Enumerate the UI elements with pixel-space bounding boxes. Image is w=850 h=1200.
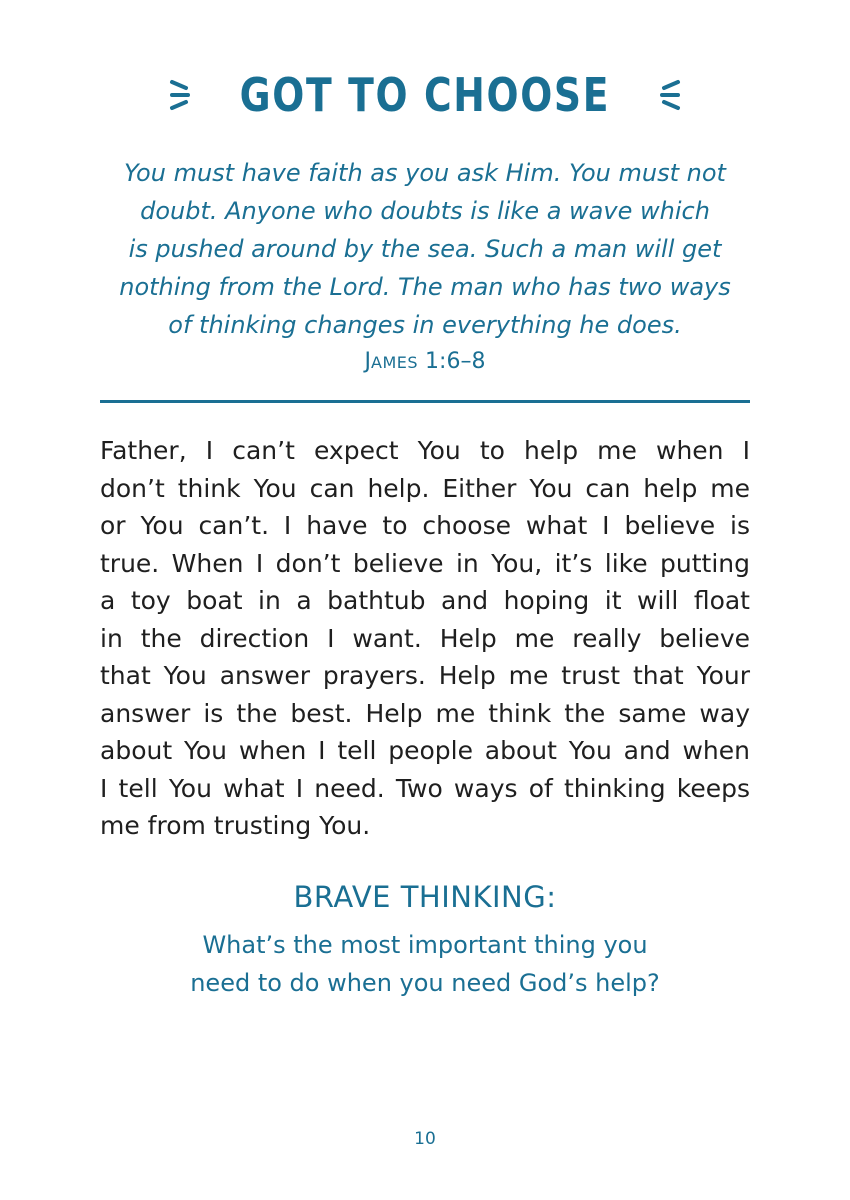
- verse-line: doubt. Anyone who doubts is like a wave which: [140, 197, 710, 225]
- verse-line: nothing from the Lord. The man who has two ways: [119, 273, 731, 301]
- verse-line: of thinking changes in everything he does.: [168, 311, 682, 339]
- verse-line: is pushed around by the sea. Such a man will get: [128, 235, 722, 263]
- section-divider: [100, 400, 750, 403]
- prayer-line: or You can’t. I have to choose what I believe is: [100, 511, 750, 540]
- reference-book-initial: J: [364, 349, 372, 374]
- prayer-line: Father, I can’t expect You to help me when I: [100, 436, 750, 465]
- prayer-line: don’t think You can help. Either You can help me: [100, 473, 750, 503]
- burst-lines-icon: [657, 72, 683, 118]
- prayer-line: in the direction I want. Help me really believe: [100, 623, 750, 653]
- reference-chapter-verse: 1:6–8: [425, 349, 486, 374]
- brave-thinking-question: [0, 926, 850, 1002]
- verse-line: You must have faith as you ask Him. You must not: [124, 159, 726, 187]
- scripture-verse: [95, 154, 755, 344]
- reference-book: [365, 349, 419, 374]
- prayer-line: I tell You what I need. Two ways of thinking keeps: [100, 773, 750, 803]
- prayer-line: about You when I tell people about You and when: [100, 736, 750, 765]
- prayer-line: a toy boat in a bathtub and hoping it will float: [100, 586, 750, 615]
- prayer-line: me from trusting You.: [100, 811, 371, 840]
- prayer-line: that You answer prayers. Help me trust that Your: [100, 661, 750, 690]
- reference-book-rest: AMES: [371, 353, 419, 372]
- page-title: GOT TO CHOOSE: [239, 68, 611, 122]
- brave-thinking-heading: BRAVE THINKING:: [293, 880, 557, 914]
- burst-lines-icon: [167, 72, 193, 118]
- title-row: [0, 68, 850, 122]
- question-line: What’s the most important thing you: [202, 931, 648, 959]
- question-line: need to do when you need God’s help?: [190, 969, 660, 997]
- scripture-reference: [0, 349, 850, 374]
- prayer-text: [100, 432, 750, 845]
- prayer-line: true. When I don’t believe in You, it’s like putting: [100, 548, 750, 578]
- prayer-line: answer is the best. Help me think the same way: [100, 698, 750, 728]
- page-number: 10: [414, 1129, 436, 1149]
